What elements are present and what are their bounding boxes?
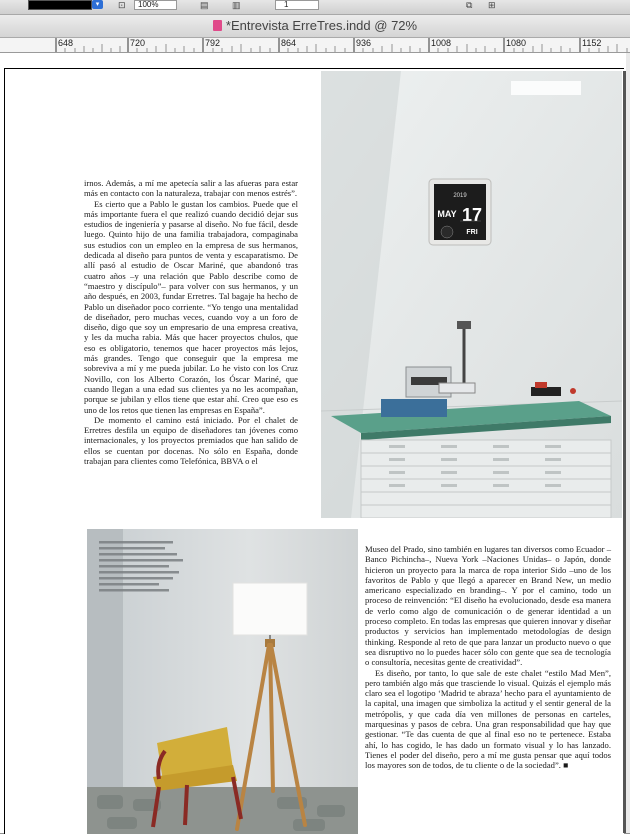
paragraph: De momento el camino está iniciado. Por el chalet de Erretres desfila un equipo de diseñadores tan jóvenes como internacionales, y los proyectos premiados que han salido de ellos se cuentan por docenas. No sólo en España, donde trabajan para clientes como Telefónica, BBVA o el [84,414,298,467]
vertical-scrollbar[interactable] [626,53,630,833]
document-icon [213,20,222,31]
clock-weekday: FRI [466,229,478,236]
document-page[interactable] [4,68,624,834]
paragraph: Museo del Prado, sino también en lugares tan diversos como Ecuador –Banco Pichincha–, Nueva York –Naciones Unidas– o Japón, donde hicieron un proyecto para la marca de ropa interior Sido –uno de los favoritos de Pablo y que llegó a aparecer en Brand New, un medio americano especializado en branding–. Y por el camino, todo un proceso de reinvención: “El diseño ha evolucionado, desde esa manera de verlo como algo de comunicación o de generar identidad a un proceso completo. En todas las empresas que quieren innovar y diseñar productos y servicios han implementado metodologías de design thinking. Responde al reto de que para lanzar un producto nuevo o que sea disruptivo no lo puedes hacer sólo con gente que sea de tecnología o consultoría, necesitas gente de creatividad”. [365,544,611,668]
ruler-label: 720 [130,38,146,48]
office-photo[interactable] [321,71,622,518]
control-panel-toolbar [0,0,630,15]
paragraph: irnos. Además, a mí me apetecía salir a las afueras para estar más en contacto con la naturaleza, trabajar con menos estrés”. [84,178,298,199]
scale-icon[interactable]: ⊡ [118,0,126,10]
paragraph: Es cierto que a Pablo le gustan los cambios. Puede que el más importante fuera el que realizó cuando decidió dejar sus estudios de ingeniería y pasarse al diseño. No fue fácil, desde luego. Quinto hijo de una familia trabajadora, compaginaba sus estudios con un empleo en la empresa de sus hermanos, dedicada al diseño para puntos de venta y escaparatismo. De allí pasó al estudio de Oscar Mariné, que abandonó tras cuatro años –y una relación que Pablo describe como de “maestro y discípulo”– para volver con sus hermanos, y un año después, en 2003, fundar Erretres. Tal bagaje ha hecho de Pablo un diseñador poco corriente. “Yo tengo una mentalidad de diseñador, pero muchas veces, cuando voy a un foro de diseño, digo que soy un empresario de una empresa creativa, y les da mucha rabia. Más que hacer proyectos chulos, que eso es obligatorio, tenemos que hacer proyectos más lejos, más grandes. Tengo que conseguir que la empresa me sobreviva a mí y me pueda jubilar. Lo he visto con los Cruz Novillo, con los Alberto Corazón, los Óscar Mariné, que cuando llegan a una edad sus clientes ya no les acompañan, porque se jubilan y ellos tiene que estar ahí. Creo que eso es uno de los retos que tienen las empresas en España”. [84,198,298,415]
horizontal-ruler[interactable] [0,38,630,53]
lamp-chair-photo-image [87,529,358,834]
ruler-ticks [0,38,630,52]
office-photo-image [321,71,622,518]
clock-day: 17 [461,205,483,225]
ruler-label: 648 [58,38,74,48]
window-title: *Entrevista ErreTres.indd @ 72% [225,18,418,33]
window-titlebar [0,15,630,38]
article-column-right[interactable] [365,544,611,771]
ruler-label: 1008 [431,38,452,48]
stroke-swatch[interactable] [28,0,92,10]
number-field[interactable]: 1 [275,0,319,10]
align-left-icon[interactable]: ▤ [200,0,209,10]
paragraph: Es diseño, por tanto, lo que sale de este chalet “estilo Mad Men”, pero también algo más que trasciende lo visual. Quizás el ejemplo más claro sea el logotipo ‘Madrid te abraza’ hecho para el ayuntamiento de la capital, una imagen que simboliza la actitud y el sentir general de la metrópolis, y que cada día ven millones de personas en carteles, marquesinas y pasos de cebra. Una gran responsabilidad que hay que gestionar. “Te das cuenta de que al final eso no te pertenece. Estaba ahí, lo has cogido, le has dado un formato visual y lo has lanzado. Tienes el poder del diseño, pero a mí me gusta pensar que aquí todos los mayores son de todos, de tu cliente o de la sociedad”. ■ [365,667,611,771]
ruler-label: 1080 [506,38,527,48]
ruler-label: 864 [281,38,297,48]
grid-icon[interactable]: ⊞ [488,0,496,10]
ruler-label: 936 [356,38,372,48]
scale-field[interactable]: 100% [134,0,177,10]
clock-year: 2019 [453,193,467,199]
stroke-dropdown[interactable]: ▾ [92,0,103,9]
article-column-left[interactable] [84,178,298,466]
pasteboard[interactable] [0,53,630,833]
align-justify-icon[interactable]: ▥ [232,0,241,10]
clock-month: MAY [437,209,457,219]
ruler-label: 792 [205,38,221,48]
lamp-chair-photo[interactable] [87,529,358,834]
frame-fit-icon[interactable]: ⧉ [466,0,473,10]
ruler-label: 1152 [582,38,602,48]
